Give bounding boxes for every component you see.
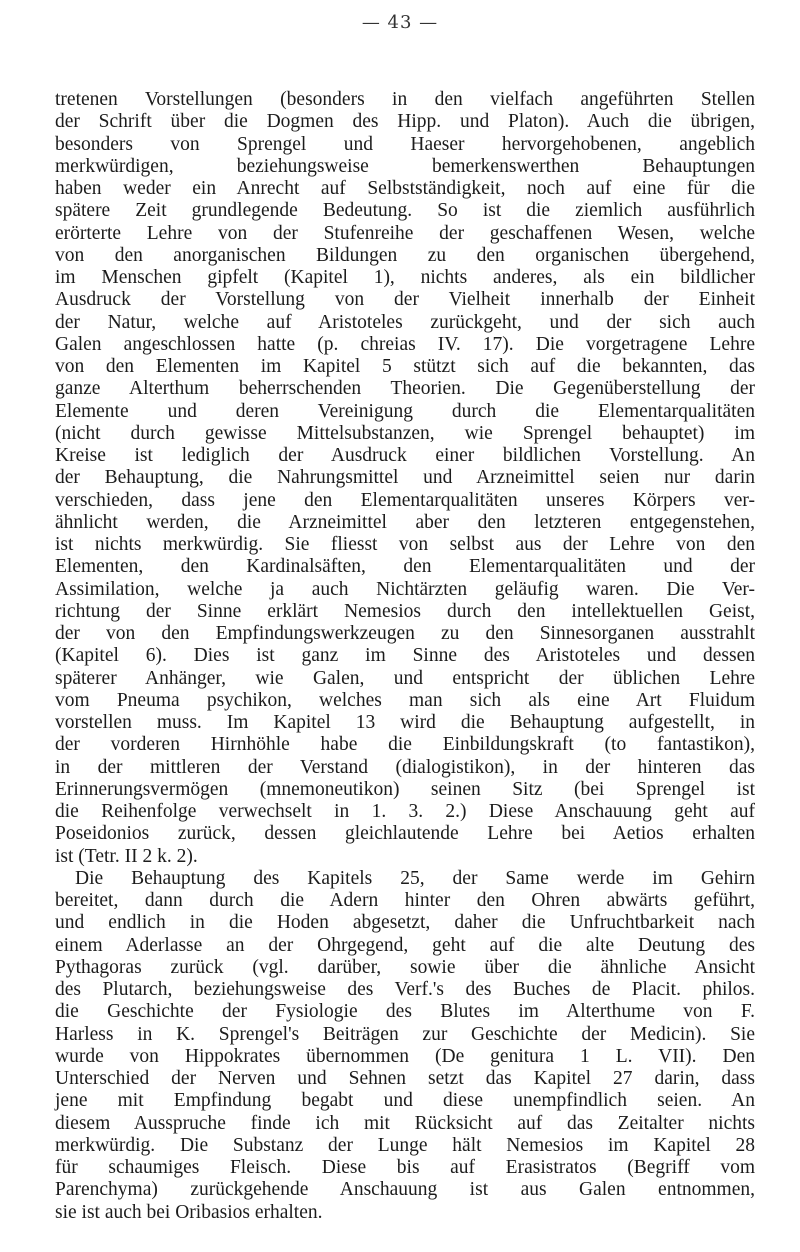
text-line: Elementen, den Kardinalsäften, den Elementarqualitäten und der xyxy=(55,556,755,578)
text-line: späterer Anhänger, wie Galen, und entspricht der üblichen Lehre xyxy=(55,667,755,689)
text-line: Kreise ist lediglich der Ausdruck einer bildlichen Vorstellung. An xyxy=(55,445,755,466)
text-line: jene mit Empfindung begabt und diese unempfindlich seien. An xyxy=(55,1090,755,1112)
text-line: und endlich in die Hoden abgesetzt, daher die Unfruchtbarkeit nach xyxy=(55,912,755,934)
text-line: für schaumiges Fleisch. Diese bis auf Erasistratos (Begriff vom xyxy=(55,1157,755,1178)
text-line: die Reihenfolge verwechselt in 1. 3. 2.) Diese Anschauung geht auf xyxy=(55,801,755,822)
text-line: vom Pneuma psychikon, welches man sich als eine Art Fluidum xyxy=(55,689,755,711)
text-line: in der mittleren der Verstand (dialogistikon), in der hinteren das xyxy=(55,756,755,778)
text-line: Ausdruck der Vorstellung von der Vielheit innerhalb der Einheit xyxy=(55,289,755,311)
text-line: besonders von Sprengel und Haeser hervorgehobenen, angeblich xyxy=(55,133,755,155)
text-line: ähnlicht werden, die Arzneimittel aber den letzteren entgegenstehen, xyxy=(55,511,755,533)
text-line: verschieden, dass jene den Elementarqualitäten unseres Körpers ver- xyxy=(55,489,755,511)
text-line: Poseidonios zurück, dessen gleichlautende Lehre bei Aetios erhalten xyxy=(55,823,755,845)
text-line: ist (Tetr. II 2 k. 2). xyxy=(55,845,198,867)
text-line: Assimilation, welche ja auch Nichtärzten geläufig waren. Die Ver- xyxy=(55,578,755,600)
paragraph xyxy=(55,89,755,868)
text-line: der Schrift über die Dogmen des Hipp. und Platon). Auch die übrigen, xyxy=(55,111,755,133)
text-line: von den Elementen im Kapitel 5 stützt sich auf die bekannten, das xyxy=(55,356,755,377)
text-line: der von den Empfindungswerkzeugen zu den Sinnesorganen ausstrahlt xyxy=(55,623,755,644)
text-line: merkwürdigen, beziehungsweise bemerkenswerthen Behauptungen xyxy=(55,155,755,177)
text-line: einem Aderlasse an der Ohrgegend, geht auf die alte Deutung des xyxy=(55,934,755,956)
text-line: ganze Alterthum beherrschenden Theorien. Die Gegenüberstellung der xyxy=(55,378,755,400)
text-line: vorstellen muss. Im Kapitel 13 wird die Behauptung aufgestellt, in xyxy=(55,712,755,733)
text-line: Erinnerungsvermögen (mnemoneutikon) seinen Sitz (bei Sprengel ist xyxy=(55,778,755,800)
page-number: — 43 — xyxy=(361,12,439,33)
text-line: des Plutarch, beziehungsweise des Verf.'s des Buches de Placit. philos. xyxy=(55,979,755,1000)
text-line: (Kapitel 6). Dies ist ganz im Sinne des Aristoteles und dessen xyxy=(55,645,755,667)
text-line: Pythagoras zurück (vgl. darüber, sowie über die ähnliche Ansicht xyxy=(55,956,755,978)
text-line: (nicht durch gewisse Mittelsubstanzen, wie Sprengel behauptet) im xyxy=(55,422,755,444)
text-line: bereitet, dann durch die Adern hinter den Ohren abwärts geführt, xyxy=(55,890,755,911)
text-line: der vorderen Hirnhöhle habe die Einbildungskraft (to fantastikon), xyxy=(55,734,755,756)
text-line: ist nichts merkwürdig. Sie fliesst von selbst aus der Lehre von den xyxy=(55,534,755,555)
text-body xyxy=(55,89,755,1224)
paragraph xyxy=(55,868,755,1224)
text-line: richtung der Sinne erklärt Nemesios durch den intellektuellen Geist, xyxy=(55,600,755,622)
text-line: Harless in K. Sprengel's Beiträgen zur Geschichte der Medicin). Sie xyxy=(55,1023,755,1045)
text-line: diesem Ausspruche finde ich mit Rücksicht auf das Zeitalter nichts xyxy=(55,1112,755,1134)
text-line: erörterte Lehre von der Stufenreihe der geschaffenen Wesen, welche xyxy=(55,222,755,244)
text-line: sie ist auch bei Oribasios erhalten. xyxy=(55,1201,323,1223)
text-line: im Menschen gipfelt (Kapitel 1), nichts anderes, als ein bildlicher xyxy=(55,267,755,288)
text-line: haben weder ein Anrecht auf Selbstständigkeit, noch auf eine für die xyxy=(55,178,755,199)
text-line: wurde von Hippokrates übernommen (De genitura 1 L. VII). Den xyxy=(55,1045,755,1067)
text-line: Unterschied der Nerven und Sehnen setzt das Kapitel 27 darin, dass xyxy=(55,1068,755,1089)
text-line: spätere Zeit grundlegende Bedeutung. So ist die ziemlich ausführlich xyxy=(55,200,755,222)
text-line: merkwürdig. Die Substanz der Lunge hält Nemesios im Kapitel 28 xyxy=(55,1134,755,1156)
text-line: von den anorganischen Bildungen zu den organischen übergehend, xyxy=(55,244,755,266)
text-line: tretenen Vorstellungen (besonders in den vielfach angeführten Stellen xyxy=(55,89,755,110)
text-line: der Natur, welche auf Aristoteles zurückgeht, und der sich auch xyxy=(55,311,755,333)
text-line: Galen angeschlossen hatte (p. chreias IV. 17). Die vorgetragene Lehre xyxy=(55,333,755,355)
text-line: der Behauptung, die Nahrungsmittel und Arzneimittel seien nur darin xyxy=(55,467,755,489)
text-line: Die Behauptung des Kapitels 25, der Same werde im Gehirn xyxy=(75,867,755,889)
text-line: Parenchyma) zurückgehende Anschauung ist aus Galen entnommen, xyxy=(55,1179,755,1201)
text-line: die Geschichte der Fysiologie des Blutes im Alterthume von F. xyxy=(55,1001,755,1023)
text-line: Elemente und deren Vereinigung durch die Elementarqualitäten xyxy=(55,400,755,422)
